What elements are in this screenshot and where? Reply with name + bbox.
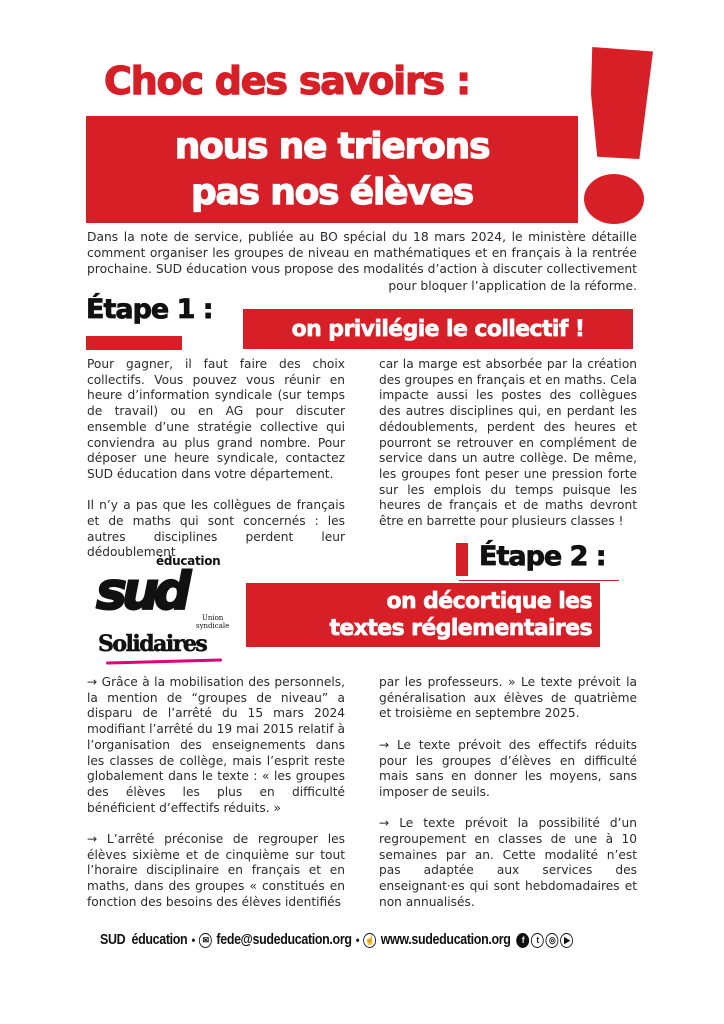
step1-label: Étape 1 : (86, 294, 213, 325)
logo-syndicale-text: syndicale (196, 622, 230, 630)
social-links (517, 933, 574, 948)
footer-separator: • (355, 933, 360, 947)
footer-website-link[interactable]: www.sudeducation.org (380, 932, 511, 948)
title-banner (86, 116, 578, 223)
exclamation-mark-icon (591, 47, 653, 159)
mail-icon: ✉ (199, 933, 212, 948)
step2-column-left (87, 675, 345, 911)
step2-column-right (379, 675, 637, 926)
sud-education-logo (94, 554, 234, 668)
page-title: Choc des savoirs : (104, 59, 470, 103)
footer-separator: • (191, 933, 195, 947)
step2-paragraph: → Le texte prévoit des effectifs réduits pour les groupes d’élèves en difficulté mais sans en donner les moyens, sans imposer de seuils. (379, 737, 637, 799)
pointer-hand-icon: ☝ (363, 933, 376, 948)
instagram-icon[interactable]: ◎ (546, 933, 559, 948)
step2-underline (459, 580, 619, 581)
footer-email-link[interactable]: fede@sudeducation.org (216, 932, 352, 948)
logo-education-text: éducation (156, 554, 221, 568)
twitter-icon[interactable]: t (531, 933, 544, 948)
title-banner-line1: nous ne trierons (174, 125, 490, 167)
step1-paragraph: Pour gagner, il faut faire des choix collectifs. Vous pouvez vous réunir en heure d’information syndicale (sur temps de travail) ou en AG pour discuter ensemble d’une stratégie collective qui conviendra au plus grand nombre. Pour déposer une heure syndicale, contactez SUD éducation dans votre département. (87, 357, 345, 481)
facebook-icon[interactable]: f (517, 933, 530, 948)
title-banner-line2: pas nos élèves (190, 171, 474, 213)
step2-paragraph: → Le texte prévoit la possibilité d’un regroupement en classes de une à 10 semaines par an. Cette modalité n’est pas adaptée aux services des enseignant·es qui sont hebdomadaires et non annualisés. (379, 816, 637, 909)
logo-pink-underline (106, 658, 222, 664)
step1-paragraph: Il n’y a pas que les collègues de français et de maths qui sont concernés : les autres disciplines perdent leur dédoublement (87, 498, 345, 560)
logo-sud-text: sud (96, 562, 187, 622)
step2-heading-line2: textes réglementaires (329, 616, 592, 641)
exclamation-dot-icon (584, 174, 644, 224)
footer (100, 932, 573, 948)
step2-label: Étape 2 : (479, 541, 606, 572)
step2-paragraph: → L’arrêté préconise de regrouper les élèves sixième et de cinquième sur tout l’horaire disciplinaire en français et en maths, dans des groupes « constitués en fonction des besoins des élèves identifiés (87, 832, 345, 909)
step1-heading-banner (243, 309, 633, 349)
step1-column-right (379, 357, 637, 545)
logo-union-syndicale (196, 614, 229, 630)
footer-org: SUD éducation (100, 932, 188, 948)
step2-paragraph: → Grâce à la mobilisation des personnels, la mention de “groupes de niveau” a disparu de l’arrêté du 15 mars 2024 modifiant l’arrêté du 19 mai 2015 relatif à l’organisation des enseignements dans les classes de collège, mais l’esprit reste globalement dans le texte : « les groupes des élèves les plus en difficulté bénéficient d’effectifs réduits. » (87, 675, 345, 815)
step1-heading: on privilégie le collectif ! (291, 316, 585, 342)
step1-column-left (87, 357, 345, 561)
step1-underline (86, 336, 182, 350)
logo-solidaires-text: Solidaires (98, 631, 207, 657)
step2-heading-banner (246, 583, 600, 647)
step2-heading-line1: on décortique les (386, 589, 592, 614)
step1-paragraph: car la marge est absorbée par la création des groupes en français et en maths. Cela impacte aussi les postes des collègues des autres disciplines qui, en perdant les dédoublements, perdent des heures et pourront se retrouver en complément de service dans un autre collège. De même, les groupes font peser une pression forte sur les emplois du temps puisque les heures de français et de maths devront être en barrette pour plusieurs classes ! (379, 357, 637, 529)
youtube-icon[interactable]: ▶ (560, 933, 573, 948)
logo-union-text: Union (201, 614, 224, 622)
step2-marker (456, 543, 468, 576)
intro-paragraph: Dans la note de service, publiée au BO spécial du 18 mars 2024, le ministère détaille comment organiser les groupes de niveau en mathématiques et en français à la rentrée prochaine. SUD éducation vous propose des modalités d’action à discuter collectivement pour bloquer l’application de la réforme. (87, 230, 637, 293)
step2-paragraph: par les professeurs. » Le texte prévoit la généralisation aux élèves de quatrième et troisième en septembre 2025. (379, 675, 637, 721)
